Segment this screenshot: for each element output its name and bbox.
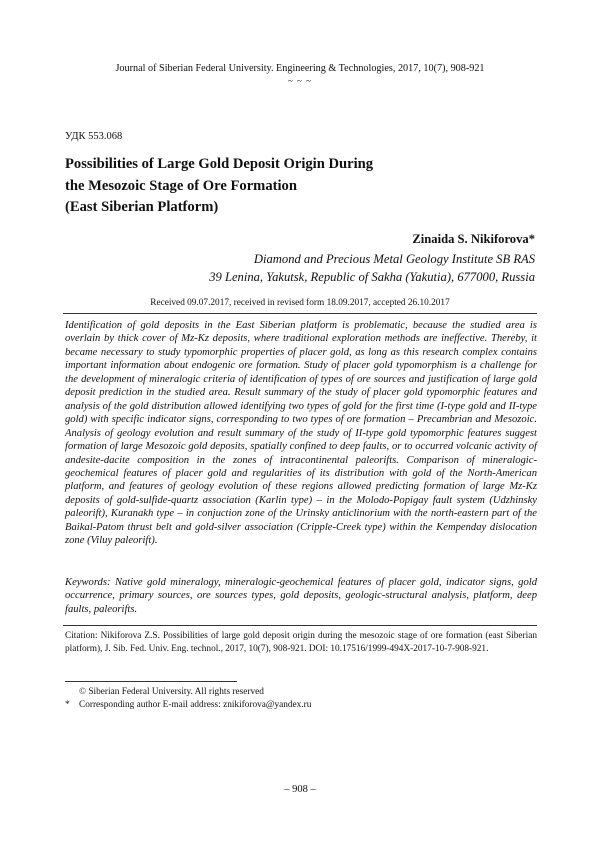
paper-title [65, 154, 535, 219]
footnotes [65, 686, 311, 712]
abstract: Identification of gold deposits in the East Siberian platform is problematic, because the studied area is overlain by thick cover of Mz-Kz deposits, where traditional exploration methods are ineffective. Thereby, it became necessary to study typomorphic properties of placer gold, as long as this research complex contains important information about endogenic ore formation. Study of placer gold typomorphism is a challenge for the development of mineralogic criteria of identification of types of ore sources and justification of large gold deposit prediction in the studied area. Result summary of the study of placer gold typomorphic features and analysis of the gold distribution allowed identifying two types of gold for the first time (I-type gold and II-type gold) with specific indicator signs, corresponding to two types of ore formation – Precambrian and Mesozoic. Analysis of geology evolution and result summary of the study of II-type gold typomorphic features suggest formation of large Mesozoic gold deposits, spatially confined to deep faults, or to occurred volcanic activity of andesite-dacite composition in the zones of intracontinental paleorifts. Comparison of mineralogic-geochemical features of placer gold and regularities of its distribution with gold of the North-American platform, and features of geology evolution of these regions allowed predicting formation of large Mz-Kz deposits of gold-sulfide-quartz association (Karlin type) – in the Molodo-Popigay fault system (Udzhinsky paleorift), Kuranakh type – in conjuction zone of the Urinsky anticlinorium with the north-eastern part of the Baikal-Patom thrust belt and gold-silver association (Cripple-Creek type) within the Kempenday dislocation zone (Viluy paleorift). [65, 320, 537, 547]
corresponding-author-note: Corresponding author E-mail address: znikiforova@yandex.ru [79, 699, 312, 710]
title-line-2: the Mesozoic Stage of Ore Formation [65, 177, 297, 194]
citation: Citation: Nikiforova Z.S. Possibilities of large gold deposit origin during the mesozoic stage of ore formation (east Siberian platform), J. Sib. Fed. Univ. Eng. technol., 2017, 10(7), 908-921. DOI: 10.17516/1999-494X-2017-10-7-908-921. [65, 631, 537, 654]
journal-header: Journal of Siberian Federal University. Engineering & Technologies, 2017, 10(7), 908-921 [115, 63, 485, 74]
title-line-1: Possibilities of Large Gold Deposit Origin During [65, 156, 374, 172]
header-ornament: ~ ~ ~ [287, 76, 313, 86]
footnote-star: * [65, 699, 70, 710]
page-number: – 908 – [284, 784, 316, 795]
footnote-rule [65, 681, 237, 682]
author-name: Zinaida S. Nikiforova* [412, 232, 535, 246]
received-dates: Received 09.07.2017, received in revised form 18.09.2017, accepted 26.10.2017 [150, 298, 450, 308]
title-line-3: (East Siberian Platform) [65, 199, 219, 215]
udk-code: УДК 553.068 [65, 131, 123, 142]
affiliation-address: 39 Lenina, Yakutsk, Republic of Sakha (Yakutia), 677000, Russia [209, 270, 535, 284]
abstract-top-rule [63, 313, 537, 314]
keywords: Keywords: Native gold mineralogy, mineralogic-geochemical features of placer gold, indicator signs, gold occurrence, primary sources, ore sources types, gold deposits, geologic-structural analysis, platform, deep faults, paleorifts. [65, 577, 537, 615]
author-affiliation [209, 250, 535, 286]
affiliation-institute: Diamond and Precious Metal Geology Institute SB RAS [253, 252, 535, 266]
copyright-note: © Siberian Federal University. All rights reserved [79, 687, 264, 697]
citation-top-rule [63, 625, 537, 626]
